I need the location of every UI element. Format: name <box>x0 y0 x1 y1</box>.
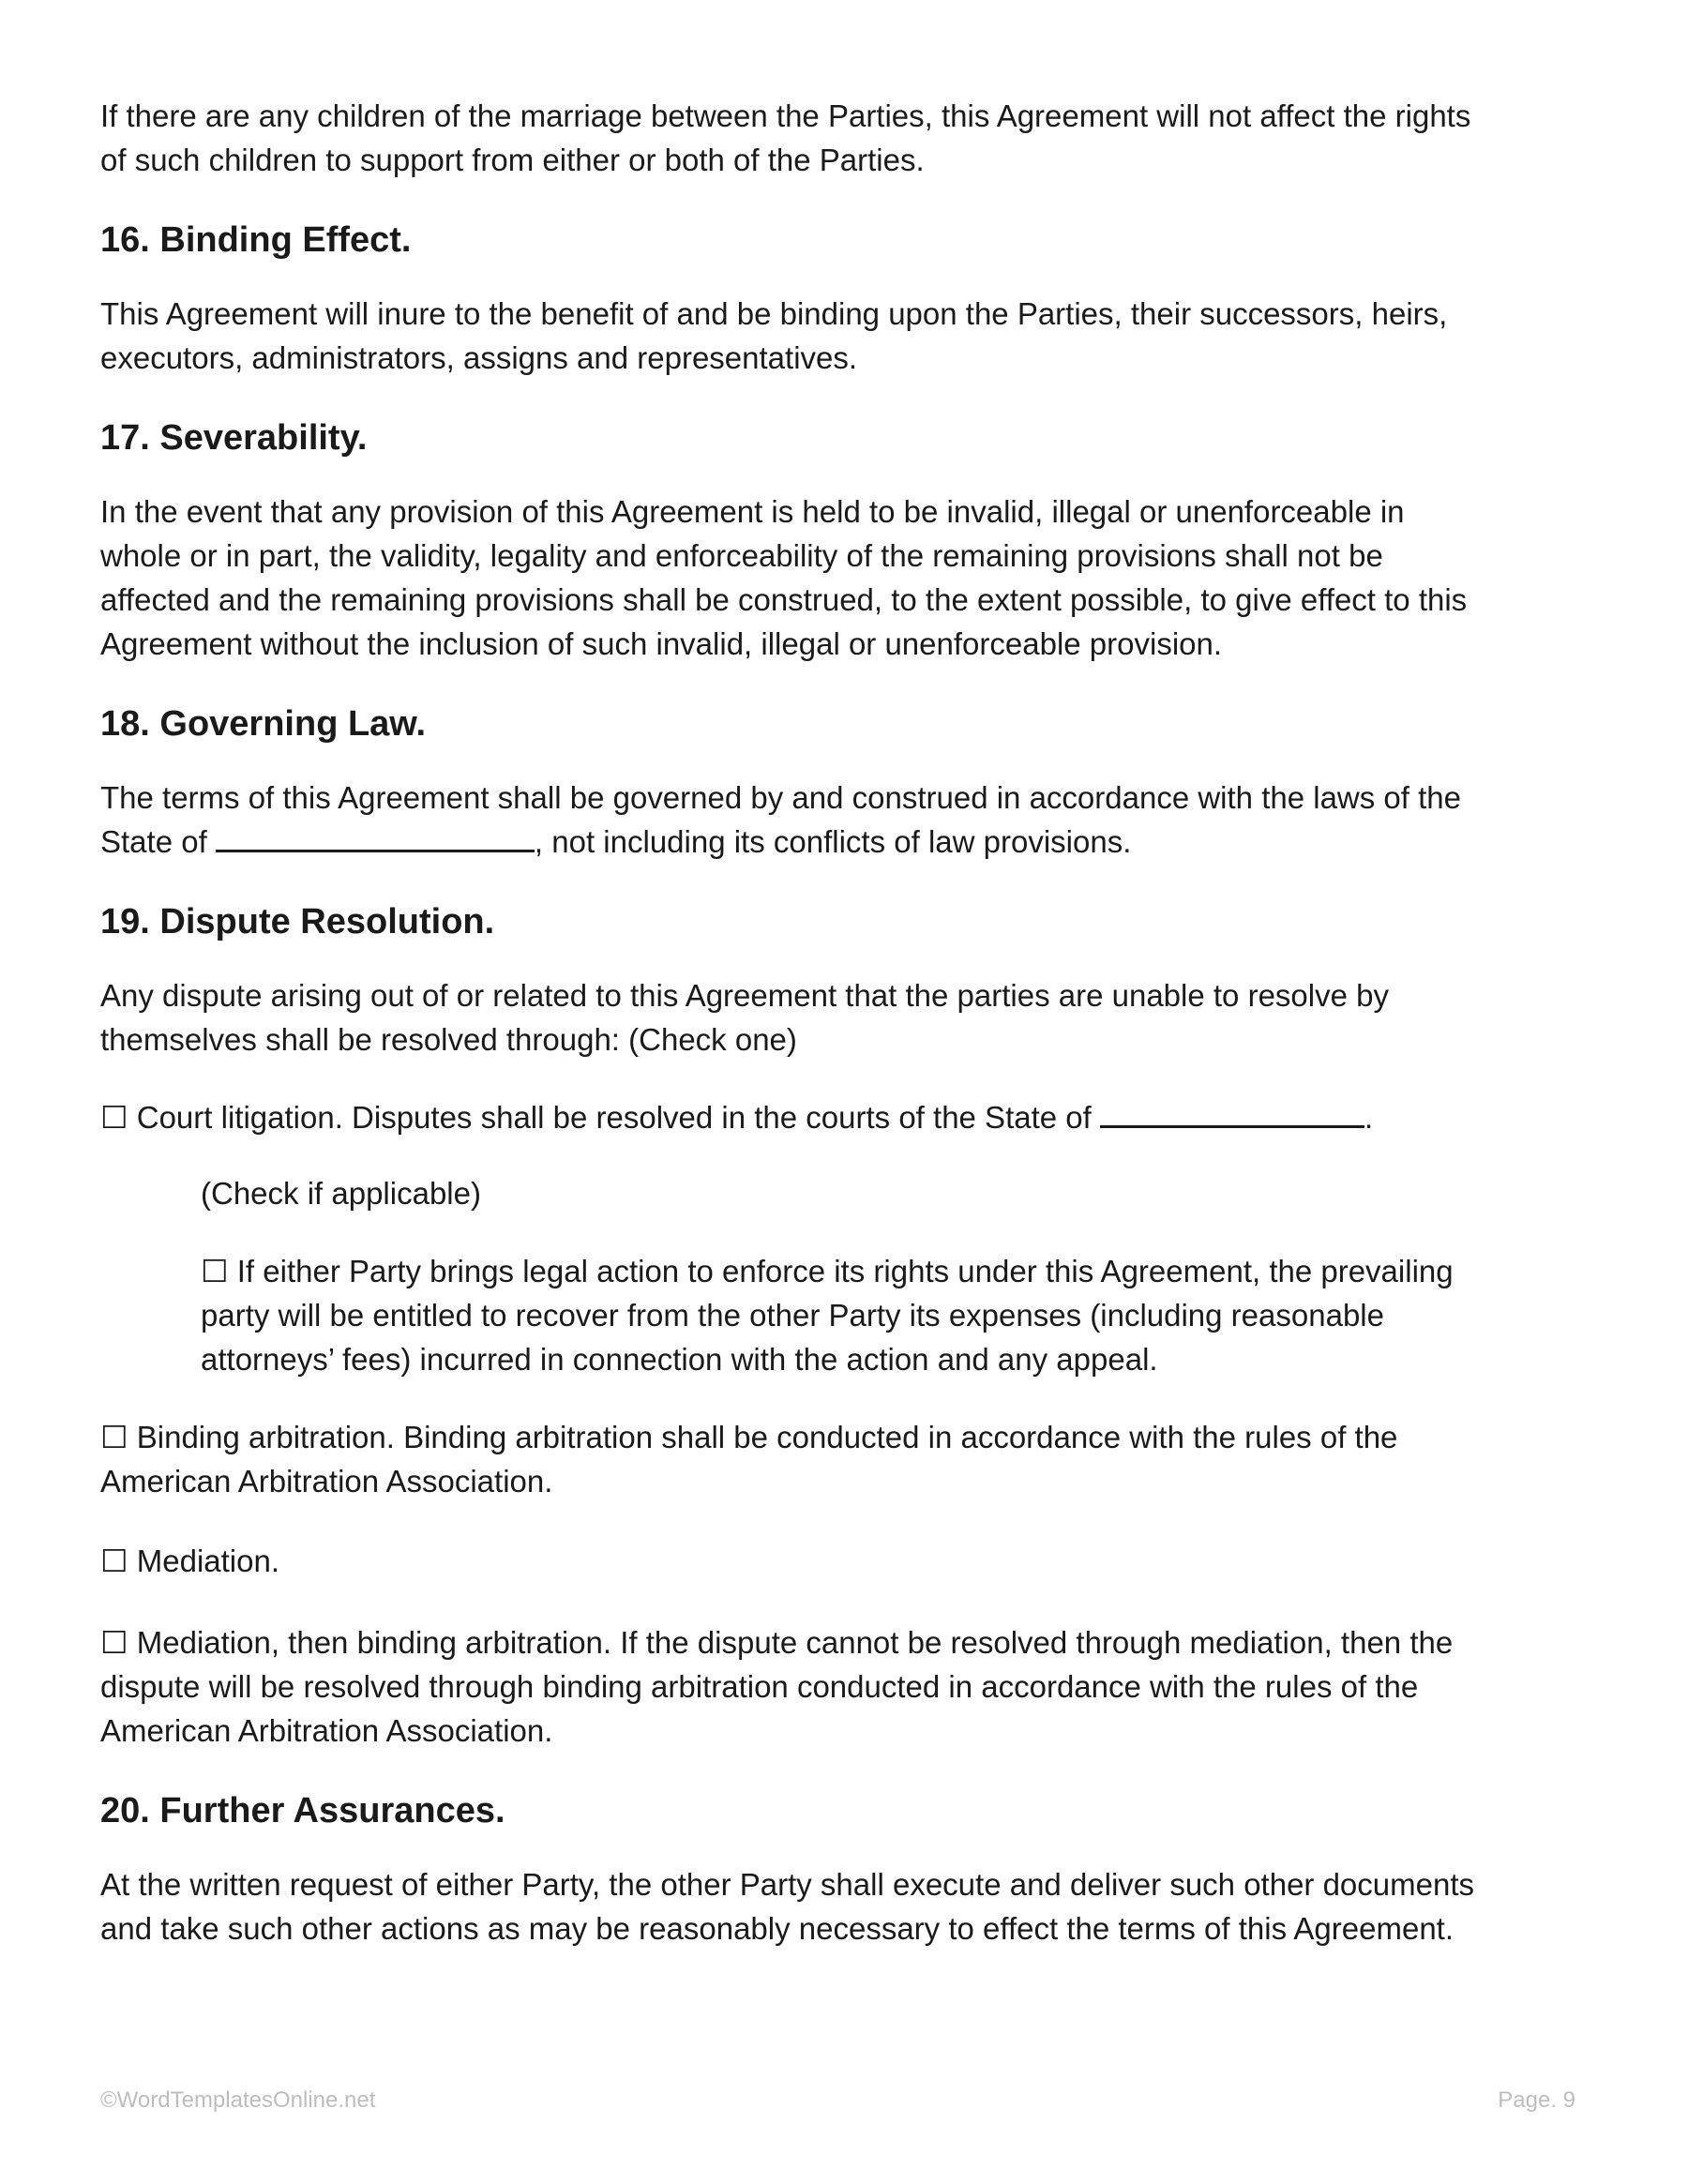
section-16-paragraph <box>100 292 1601 380</box>
text-line: whole or in part, the validity, legality and enforceability of the remaining provisions shall not be <box>100 538 1383 573</box>
check-if-applicable-note: (Check if applicable) <box>201 1176 481 1211</box>
mediation-then-arbitration-option[interactable] <box>100 1620 1601 1753</box>
court-litigation-option[interactable] <box>100 1095 1601 1139</box>
text-line: dispute will be resolved through binding arbitration conducted in accordance with the rules of the <box>100 1669 1419 1704</box>
section-17-heading: 17. Severability. <box>100 418 368 458</box>
text-line: At the written request of either Party, the other Party shall execute and deliver such other documents <box>100 1867 1475 1902</box>
text-line: of such children to support from either or both of the Parties. <box>100 143 925 177</box>
text-line: attorneys’ fees) incurred in connection with the action and any appeal. <box>201 1342 1158 1377</box>
text-line: ☐ If either Party brings legal action to enforce its rights under this Agreement, the prevailing <box>201 1254 1454 1288</box>
text-line: American Arbitration Association. <box>100 1464 553 1499</box>
text-line: The terms of this Agreement shall be governed by and construed in accordance with the laws of the <box>100 780 1461 815</box>
section-18-paragraph <box>100 776 1601 864</box>
text-fragment: State of <box>100 824 216 859</box>
court-state-blank-field[interactable] <box>1100 1097 1364 1128</box>
text-line: Agreement without the inclusion of such invalid, illegal or unenforceable provision. <box>100 626 1223 661</box>
text-line: executors, administrators, assigns and representatives. <box>100 340 858 375</box>
text-line: Any dispute arising out of or related to this Agreement that the parties are unable to resolve by <box>100 978 1389 1013</box>
section-19-heading: 19. Dispute Resolution. <box>100 902 495 941</box>
intro-paragraph <box>100 94 1601 182</box>
attorney-fees-option[interactable] <box>100 1249 1601 1381</box>
text-line: This Agreement will inure to the benefit of and be binding upon the Parties, their successors, heirs, <box>100 296 1448 331</box>
footer-page-number: Page. 9 <box>1498 2087 1575 2113</box>
text-line: In the event that any provision of this Agreement is held to be invalid, illegal or unenforceable in <box>100 494 1405 529</box>
option-text: ☐ Court litigation. Disputes shall be resolved in the courts of the State of <box>100 1100 1100 1135</box>
text-line: If there are any children of the marriage between the Parties, this Agreement will not affect the rights <box>100 98 1471 133</box>
text-line: party will be entitled to recover from the other Party its expenses (including reasonable <box>201 1298 1384 1333</box>
section-20-heading: 20. Further Assurances. <box>100 1791 505 1830</box>
section-19-paragraph <box>100 973 1601 1062</box>
text-fragment: , not including its conflicts of law provisions. <box>534 824 1132 859</box>
document-body <box>100 94 1601 1951</box>
mediation-option[interactable]: ☐ Mediation. <box>100 1544 280 1578</box>
section-18-heading: 18. Governing Law. <box>100 704 427 744</box>
text-line: affected and the remaining provisions shall be construed, to the extent possible, to give effect to this <box>100 582 1468 617</box>
section-16-heading: 16. Binding Effect. <box>100 220 412 260</box>
binding-arbitration-option[interactable] <box>100 1415 1601 1503</box>
section-17-paragraph <box>100 490 1601 666</box>
section-20-paragraph <box>100 1862 1601 1951</box>
option-text: . <box>1364 1100 1374 1135</box>
footer-copyright: ©WordTemplatesOnline.net <box>100 2087 376 2113</box>
text-line: ☐ Binding arbitration. Binding arbitration shall be conducted in accordance with the rules of the <box>100 1420 1398 1454</box>
text-line: and take such other actions as may be reasonably necessary to effect the terms of this Agreement. <box>100 1911 1454 1946</box>
text-line <box>100 820 1601 864</box>
text-line: American Arbitration Association. <box>100 1713 553 1748</box>
text-line: ☐ Mediation, then binding arbitration. If the dispute cannot be resolved through mediation, then the <box>100 1625 1454 1660</box>
text-line: themselves shall be resolved through: (Check one) <box>100 1022 797 1057</box>
state-blank-field[interactable] <box>216 821 535 852</box>
